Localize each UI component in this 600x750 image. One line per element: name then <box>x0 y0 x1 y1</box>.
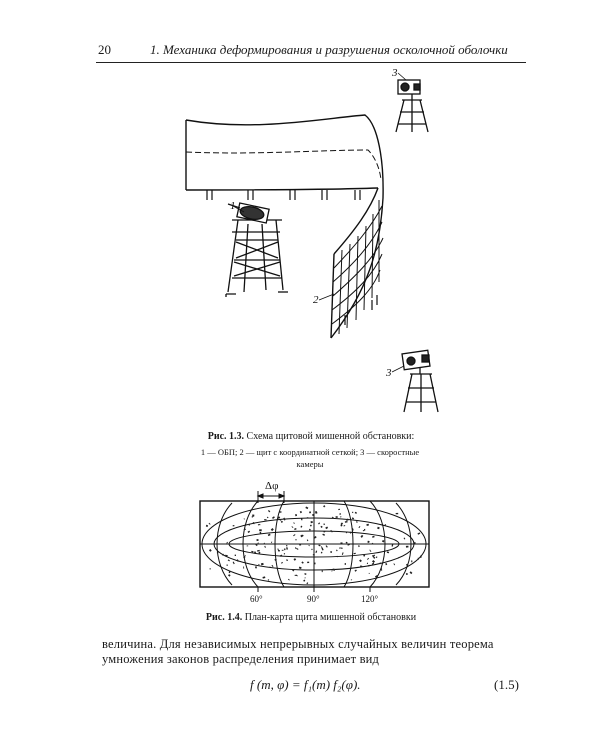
tick-90: 90° <box>307 594 320 604</box>
fragment-mark <box>296 548 298 550</box>
fragment-mark <box>271 528 274 531</box>
fragment-mark <box>305 577 306 578</box>
fragment-mark <box>288 579 290 581</box>
legend-line-1: 1 — ОБП; 2 — щит с координатной сеткой; 3 — скоростные <box>200 447 420 457</box>
fragment-mark <box>307 539 309 541</box>
fragment-mark <box>286 545 288 547</box>
fragment-mark <box>272 516 275 519</box>
fragment-mark <box>226 564 228 566</box>
fragment-mark <box>268 534 271 536</box>
fragment-mark <box>313 554 315 555</box>
fragment-mark <box>396 513 399 514</box>
fragment-mark <box>281 562 283 564</box>
fragment-mark <box>315 551 317 553</box>
fragment-mark <box>233 525 235 526</box>
fragment-mark <box>314 563 316 565</box>
fragment-mark <box>420 555 422 558</box>
fragment-mark <box>410 571 413 574</box>
camera-bottom-icon <box>402 350 438 412</box>
fragment-mark <box>366 524 369 526</box>
fragment-mark <box>318 545 320 547</box>
fragment-mark <box>367 563 368 565</box>
fragment-mark <box>406 573 408 575</box>
tick-120: 120° <box>361 594 379 604</box>
fragment-mark <box>209 549 212 552</box>
fragment-mark <box>340 522 343 525</box>
fragment-mark <box>233 562 235 565</box>
fragment-mark <box>360 535 363 538</box>
fragment-mark <box>354 553 356 554</box>
fragment-mark <box>306 582 308 584</box>
fragment-mark <box>300 511 302 513</box>
fragment-mark <box>274 559 276 561</box>
fragment-mark <box>295 547 296 548</box>
fragment-mark <box>210 568 211 569</box>
fragment-mark <box>280 511 282 513</box>
fragment-mark <box>338 509 340 510</box>
fragment-mark <box>259 529 262 531</box>
figure-1-4-caption <box>96 612 526 623</box>
tick-60: 60° <box>250 594 263 604</box>
fragment-mark <box>325 527 328 530</box>
fragment-mark <box>235 555 236 556</box>
formula-1-5: f (m, φ) = f₁(m) f₂(φ). <box>250 677 361 692</box>
fragment-mark <box>299 544 301 546</box>
fragment-mark <box>268 510 270 512</box>
fragment-mark <box>330 551 332 553</box>
fragment-mark <box>369 550 371 553</box>
fragment-mark <box>382 540 385 543</box>
fragment-mark <box>377 527 380 529</box>
fragment-mark <box>340 516 341 517</box>
fragment-mark <box>309 529 311 531</box>
fragment-mark <box>271 565 273 567</box>
fragment-mark <box>243 567 244 569</box>
label-cannon: 1 <box>230 200 236 212</box>
fragment-mark <box>352 517 354 519</box>
fragment-mark <box>294 528 296 530</box>
fragment-mark <box>229 571 231 573</box>
fragment-mark <box>299 567 302 569</box>
fragment-mark <box>271 541 272 543</box>
fragment-mark <box>295 514 297 516</box>
fragment-mark <box>278 550 280 552</box>
fragment-mark <box>286 559 288 561</box>
fragment-mark <box>342 552 344 555</box>
shield-grid <box>331 188 383 338</box>
fragment-mark <box>355 512 357 514</box>
fragment-mark <box>356 521 357 523</box>
fragment-mark <box>267 517 269 519</box>
fragment-mark <box>262 576 265 578</box>
fragment-mark <box>387 551 389 553</box>
label-shield: 2 <box>313 294 319 306</box>
fragment-mark <box>332 569 335 571</box>
fragment-mark <box>326 545 328 547</box>
label-camera-top: 3 <box>392 67 398 79</box>
fragment-mark <box>291 526 293 528</box>
page-number: 20 <box>98 42 111 57</box>
fragment-mark <box>367 558 369 560</box>
fragment-mark <box>256 539 258 541</box>
fragment-mark <box>268 579 270 581</box>
fragment-mark <box>248 531 251 533</box>
fragment-mark <box>295 539 297 540</box>
fragment-mark <box>352 512 354 514</box>
fragment-mark <box>339 513 341 515</box>
fragment-mark <box>358 545 360 547</box>
body-paragraph <box>102 637 528 667</box>
delta-phi-label: Δφ <box>265 480 279 492</box>
fragment-mark <box>372 536 375 538</box>
fragment-mark <box>381 568 382 571</box>
fragment-mark <box>322 570 323 572</box>
fragment-mark <box>322 534 325 536</box>
fragment-mark <box>345 521 348 523</box>
fragment-mark <box>376 556 378 558</box>
formula-number: (1.5) <box>494 677 519 692</box>
fragment-mark <box>392 544 394 547</box>
fragment-mark <box>318 522 320 524</box>
fragment-mark <box>258 542 259 543</box>
fragment-mark <box>228 574 231 577</box>
fragment-mark <box>255 566 257 568</box>
fragment-mark <box>226 543 228 545</box>
fragment-mark <box>293 522 295 523</box>
body-line-1: величина. Для независимых непрерывных случайных величин теорема <box>102 637 494 651</box>
fragment-mark <box>336 516 338 518</box>
fragment-mark <box>228 559 230 561</box>
fragment-mark <box>206 525 208 527</box>
fragment-mark <box>404 538 406 540</box>
figure-1-4-label: Рис. 1.4. <box>205 612 243 623</box>
fragment-mark <box>293 558 296 561</box>
fragment-mark <box>269 567 270 568</box>
fragment-mark <box>323 505 325 507</box>
fragment-mark <box>359 559 362 562</box>
fragment-mark <box>304 573 306 575</box>
fragment-mark <box>252 514 254 516</box>
fragment-mark <box>284 553 286 555</box>
fragment-mark <box>307 562 309 564</box>
fragment-mark <box>311 549 312 550</box>
fragment-mark <box>264 546 266 548</box>
fragment-mark <box>331 571 332 572</box>
figure-1-3-title: Схема щитовой мишенной обстановки: <box>246 431 415 442</box>
fragment-mark <box>358 526 360 528</box>
fragment-mark <box>261 563 264 565</box>
fragment-mark <box>341 548 343 549</box>
fragment-mark <box>209 523 211 525</box>
camera-top-icon <box>396 80 428 132</box>
body-line-2: умножения законов распределения принимает вид <box>102 652 380 666</box>
fragment-mark <box>385 563 387 565</box>
fragment-mark <box>406 546 409 548</box>
fragment-mark <box>305 507 308 510</box>
fragment-mark <box>264 519 266 520</box>
fragment-mark <box>315 511 317 514</box>
fragment-mark <box>364 529 365 531</box>
fragment-mark <box>311 521 313 523</box>
fragment-mark <box>418 558 419 560</box>
fragment-mark <box>367 541 369 543</box>
figure-1-3-legend <box>150 446 470 470</box>
fragment-mark <box>257 550 260 552</box>
fragment-mark <box>321 552 323 554</box>
fragment-mark <box>411 560 412 562</box>
fragment-mark <box>323 523 325 525</box>
fragment-mark <box>303 580 305 582</box>
fragment-mark <box>301 518 302 520</box>
fragment-mark <box>286 547 288 550</box>
fragment-mark <box>259 524 261 526</box>
fragment-mark <box>343 525 345 526</box>
figure-1-3-label: Рис. 1.3. <box>207 431 245 442</box>
fragment-mark <box>406 564 408 566</box>
fragment-mark <box>336 550 338 552</box>
fragment-mark <box>310 525 312 527</box>
running-header: 1. Механика деформирования и разрушения осколочной оболочки <box>150 42 508 57</box>
fragment-mark <box>293 534 295 536</box>
fragment-mark <box>281 521 283 523</box>
fragment-mark <box>369 573 370 574</box>
fragment-mark <box>301 561 303 563</box>
plan-map <box>200 501 429 592</box>
fragment-mark <box>309 511 311 513</box>
fragment-mark <box>336 556 338 558</box>
fragment-mark <box>345 563 346 565</box>
fragment-mark <box>295 575 297 576</box>
curved-shield <box>186 115 383 198</box>
label-camera-bottom: 3 <box>386 367 392 379</box>
cannon-tower <box>226 220 288 297</box>
fragment-mark <box>282 550 284 551</box>
fragment-mark <box>346 542 348 544</box>
fragment-mark <box>244 518 245 519</box>
figure-1-3-caption <box>96 431 526 442</box>
fragment-mark <box>417 532 420 534</box>
fragment-mark <box>339 547 341 549</box>
fragment-mark <box>354 569 356 571</box>
figure-1-4-title: План-карта щита мишенной обстановки <box>244 612 417 623</box>
legend-line-2: камеры <box>296 459 324 469</box>
fragment-mark <box>284 548 286 550</box>
fragment-mark <box>258 564 259 565</box>
fragment-mark <box>340 542 342 544</box>
fragment-mark <box>300 526 302 528</box>
fragment-mark <box>247 545 249 546</box>
fragment-mark <box>372 560 375 563</box>
fragment-mark <box>308 545 309 546</box>
fragment-mark <box>393 563 395 565</box>
fragment-mark <box>351 579 353 580</box>
